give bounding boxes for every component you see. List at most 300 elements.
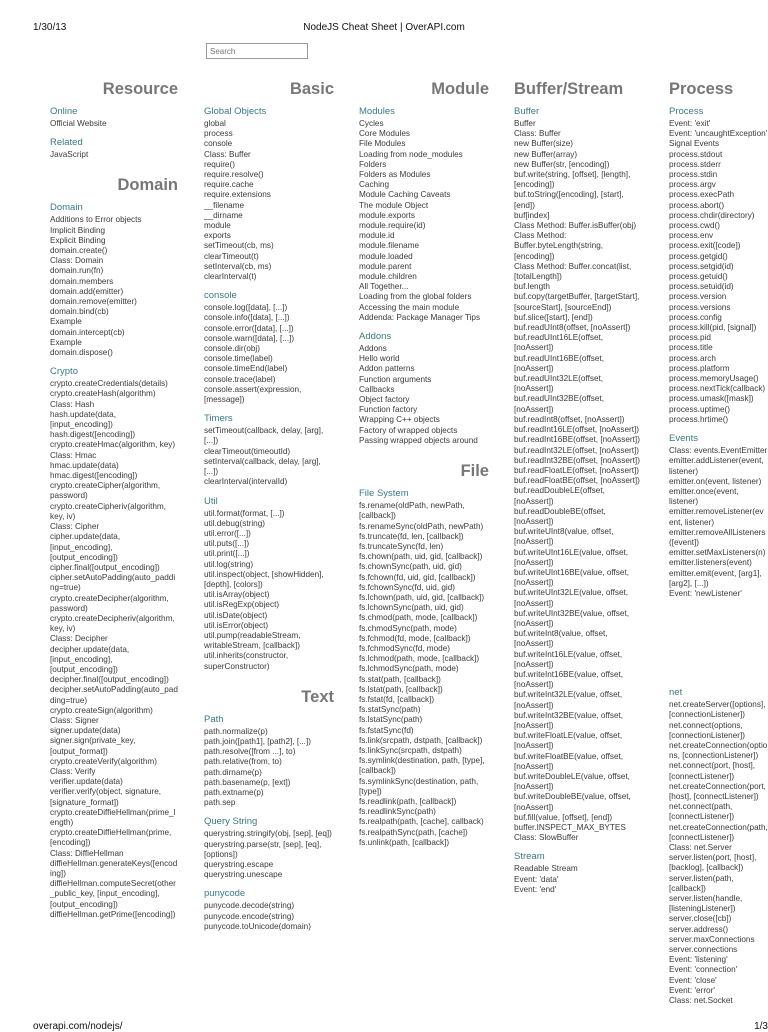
reference-link[interactable]: new Buffer(str, [encoding]) [514,159,610,169]
reference-link[interactable]: server.listen(handle, [listeningListener]) [669,894,743,914]
reference-link[interactable]: console.dir(obj) [204,344,260,354]
reference-link[interactable]: buffer.INSPECT_MAX_BYTES [514,823,626,833]
reference-link[interactable]: punycode.encode(string) [204,911,295,921]
reference-link[interactable]: path.resolve([from ...], to) [204,747,296,757]
reference-link[interactable]: Event: 'error' [669,985,715,995]
reference-link[interactable]: cipher.final([output_encoding]) [50,562,160,572]
reference-link[interactable]: buf.writeFloatLE(value, offset, [noAssert]) [514,731,623,751]
group-title[interactable]: Path [204,713,224,725]
reference-link[interactable]: util.format(format, [...]) [204,508,285,518]
reference-link[interactable]: buf.readDoubleBE(offset, [noAssert]) [514,506,606,526]
reference-link[interactable]: crypto.createDecipher(algorithm, password) [50,593,169,613]
reference-link[interactable]: fs.realpathSync(path, [cache]) [359,827,468,837]
reference-link[interactable]: fs.linkSync(srcpath, dstpath) [359,745,462,755]
reference-link[interactable]: util.isError(object) [204,620,269,630]
reference-link[interactable]: process [204,129,233,139]
reference-link[interactable]: cipher.setAutoPadding(auto_padding=true) [50,573,176,593]
reference-link[interactable]: domain.bind(cb) [50,307,109,317]
reference-link[interactable]: Core Modules [359,129,410,139]
reference-link[interactable]: All Together... [359,282,409,292]
reference-link[interactable]: Cycles [359,119,384,128]
reference-link[interactable]: Class: Decipher [50,634,108,644]
reference-link[interactable]: net.createConnection(options, [connectionListener]) [669,740,768,761]
reference-link[interactable]: buf.readFloatLE(offset, [noAssert]) [514,465,639,475]
reference-link[interactable]: path.sep [204,798,236,808]
reference-link[interactable]: buf.readUInt8(offset, [noAssert]) [514,323,631,333]
reference-link[interactable]: buf.readUInt32BE(offset, [noAssert]) [514,394,604,414]
reference-link[interactable]: clearTimeout(t) [204,251,259,261]
reference-link[interactable]: util.error([...]) [204,528,251,538]
reference-link[interactable]: buf.readUInt16LE(offset, [noAssert]) [514,333,604,353]
reference-link[interactable]: module.id [359,231,395,241]
reference-link[interactable]: process.getgid() [669,251,728,261]
reference-link[interactable]: Class: Signer [50,715,99,725]
reference-link[interactable]: util.log(string) [204,559,254,569]
reference-link[interactable]: crypto.createCipheriv(algorithm, key, iv) [50,501,167,521]
reference-link[interactable]: module.require(id) [359,221,426,231]
reference-link[interactable]: domain.intercept(cb) [50,327,125,337]
reference-link[interactable]: hmac.update(data) [50,460,119,470]
reference-link[interactable]: buf.writeUInt8(value, offset, [noAssert]) [514,527,614,547]
reference-link[interactable]: buf.writeUInt32BE(value, offset, [noAssert]) [514,608,629,628]
reference-link[interactable]: net.connect(options, [connectionListener]) [669,720,746,740]
reference-link[interactable]: process.kill(pid, [signal]) [669,323,757,333]
reference-link[interactable]: fs.stat(path, [callback]) [359,674,441,684]
reference-link[interactable]: module.loaded [359,251,413,261]
reference-link[interactable]: Class: events.EventEmitter [669,446,768,456]
reference-link[interactable]: buf.writeUInt32LE(value, offset, [noAssert]) [514,588,629,608]
reference-link[interactable]: console.trace(label) [204,374,276,384]
reference-link[interactable]: verifier.update(data) [50,777,123,787]
reference-link[interactable]: buf.readInt16BE(offset, [noAssert]) [514,435,640,445]
reference-link[interactable]: fs.unlink(path, [callback]) [359,837,450,847]
reference-link[interactable]: crypto.createDecipheriv(algorithm, key, iv) [50,613,175,634]
reference-link[interactable]: diffieHellman.computeSecret(other_public_key, [input_encoding], [output_encoding]) [50,879,176,909]
reference-link[interactable]: util.inherits(constructor, superConstructor) [204,651,289,671]
reference-link[interactable]: new Buffer(array) [514,149,578,159]
reference-link[interactable]: buf.writeInt16BE(value, offset, [noAssert]) [514,669,624,690]
reference-link[interactable]: Module Caching Caveats [359,190,451,200]
reference-link[interactable]: buf.writeUInt16LE(value, offset, [noAssert]) [514,547,629,567]
reference-link[interactable]: fs.statSync(path) [359,705,421,715]
reference-link[interactable]: domain.create() [50,246,108,256]
reference-link[interactable]: Event: 'end' [514,884,557,894]
reference-link[interactable]: diffieHellman.generateKeys([encoding]) [50,858,178,878]
group-title[interactable]: Stream [514,851,545,863]
reference-link[interactable]: buf.readUInt32LE(offset, [noAssert]) [514,374,604,394]
reference-link[interactable]: fs.lstat(path, [callback]) [359,684,443,694]
section-title-buffer-stream: Buffer/Stream [514,80,624,98]
reference-link[interactable]: fs.lstatSync(path) [359,715,423,725]
reference-link[interactable]: decipher.setAutoPadding(auto_padding=true) [50,685,178,705]
reference-link[interactable]: Event: 'newListener' [669,588,742,598]
reference-link[interactable]: util.puts([...]) [204,539,250,549]
reference-link[interactable]: Addon patterns [359,364,415,374]
reference-link[interactable]: punycode.decode(string) [204,901,295,911]
reference-link[interactable]: process.arch [669,353,716,363]
reference-link[interactable]: domain.run(fn) [50,266,104,276]
reference-link[interactable]: File Modules [359,139,406,149]
reference-link[interactable]: process.argv [669,180,716,190]
reference-link[interactable]: Class: Hash [50,399,95,409]
reference-link[interactable]: crypto.createDiffieHellman(prime, [encoding]) [50,828,172,848]
reference-link[interactable]: decipher.final([output_encoding]) [50,675,169,685]
reference-link[interactable]: emitter.emit(event, [arg1], [arg2], [...]) [669,568,762,588]
reference-link[interactable]: path.extname(p) [204,787,264,797]
reference-link[interactable]: Class: Buffer [204,149,251,159]
reference-link[interactable]: Class: net.Server [669,842,732,852]
reference-link[interactable]: The module Object [359,200,429,210]
reference-link[interactable]: fs.link(srcpath, dstpath, [callback]) [359,735,483,745]
group-title[interactable]: console [204,290,237,302]
reference-link[interactable]: path.dirname(p) [204,767,262,777]
reference-link[interactable]: Hello world [359,354,400,364]
reference-link[interactable]: Loading from node_modules Folders [359,149,463,169]
reference-link[interactable]: fs.rename(oldPath, newPath, [callback]) [359,501,465,521]
reference-link[interactable]: emitter.setMaxListeners(n) [669,548,766,558]
reference-link[interactable]: Event: 'close' [669,975,717,985]
reference-link[interactable]: Signal Events [669,139,720,149]
reference-link[interactable]: server.listen(port, [host], [backlog], [callback]) [669,853,757,873]
reference-link[interactable]: fs.fchmodSync(fd, mode) [359,643,451,653]
reference-link[interactable]: crypto.createHash(algorithm) [50,389,156,399]
group-title[interactable]: net [669,687,683,699]
reference-link[interactable]: process.nextTick(callback) [669,384,766,394]
reference-link[interactable]: Object factory [359,395,410,405]
reference-link[interactable]: crypto.createSign(algorithm) [50,705,153,715]
reference-link[interactable]: Official Website [50,119,107,128]
reference-link[interactable]: setTimeout(callback, delay, [arg], [...]) [204,426,324,446]
reference-link[interactable]: diffieHellman.getPrime([encoding]) [50,909,176,919]
reference-link[interactable]: fs.fchown(fd, uid, gid, [callback]) [359,572,476,582]
reference-link[interactable]: setTimeout(cb, ms) [204,241,274,251]
reference-link[interactable]: fs.chmodSync(path, mode) [359,623,457,633]
reference-link[interactable]: punycode.toUnicode(domain) [204,921,311,931]
reference-link[interactable]: Wrapping C++ objects [359,415,440,425]
reference-link[interactable]: signer.sign(private_key, [output_format]) [50,736,136,756]
reference-link[interactable]: server.address() [669,924,729,934]
reference-link[interactable]: buf.readInt32BE(offset, [noAssert]) [514,455,640,465]
group-title[interactable]: Util [204,495,218,507]
group-title[interactable]: Process [669,106,704,117]
group-title[interactable]: Query String [204,816,258,828]
reference-link[interactable]: hash.update(data, [input_encoding]) [50,409,117,430]
reference-link[interactable]: fs.fchownSync(fd, uid, gid) [359,582,456,592]
section-title-module: Module [431,80,489,98]
reference-link[interactable]: clearInterval(intervalId) [204,477,288,487]
group-title[interactable]: Crypto [50,366,78,378]
reference-link[interactable]: process.env [669,231,714,241]
reference-link[interactable]: __filename [204,200,245,210]
reference-link[interactable]: fs.chown(path, uid, gid, [callback]) [359,552,483,562]
reference-link[interactable]: process.cwd() [669,221,720,231]
reference-link[interactable]: emitter.addListener(event, listener) [669,456,764,476]
reference-link[interactable]: crypto.createCredentials(details) [50,379,168,389]
reference-link[interactable]: util.inspect(object, [showHidden], [depth], [colors]) [204,569,324,589]
group-title[interactable]: Global Objects [204,106,267,117]
reference-link[interactable]: server.connections [669,945,738,955]
reference-link[interactable]: Accessing the main module [359,302,460,312]
reference-link[interactable]: module.children [359,272,417,282]
group-title[interactable]: punycode [204,888,246,900]
reference-link[interactable]: Function factory [359,405,418,415]
reference-link[interactable]: Caching [359,180,390,190]
reference-link[interactable]: util.print([...]) [204,549,250,559]
reference-link[interactable]: buf.writeUInt16BE(value, offset, [noAssert]) [514,567,629,588]
reference-link[interactable]: process.title [669,343,713,353]
reference-link[interactable]: __dirname [204,210,243,220]
reference-link[interactable]: process.abort() [669,200,725,210]
reference-link[interactable]: Folders as Modules [359,170,431,180]
reference-link[interactable]: console.log([data], [...]) [204,303,288,313]
reference-link[interactable]: buf.writeFloatBE(value, offset, [noAssert]) [514,751,624,771]
reference-link[interactable]: global [204,119,226,128]
reference-link[interactable]: Function arguments [359,374,432,384]
reference-link[interactable]: querystring.escape [204,859,274,869]
reference-link[interactable]: Event: 'data' [514,874,559,884]
reference-link[interactable]: process.versions [669,302,731,312]
reference-link[interactable]: util.isDate(object) [204,610,268,620]
reference-link[interactable]: hash.digest([encoding]) [50,430,136,440]
reference-link[interactable]: console.time(label) [204,354,273,364]
reference-link[interactable]: buf.readDoubleLE(offset, [noAssert]) [514,486,605,506]
reference-link[interactable]: domain.dispose() [50,348,113,358]
reference-link[interactable]: module.parent [359,261,412,271]
reference-link[interactable]: util.isRegExp(object) [204,600,280,610]
reference-link[interactable]: querystring.parse(str, [sep], [eq], [options]) [204,839,322,859]
reference-link[interactable]: fs.chownSync(path, uid, gid) [359,562,462,572]
reference-link[interactable]: buf.writeInt32BE(value, offset, [noAssert]) [514,710,624,730]
reference-link[interactable]: console.timeEnd(label) [204,364,288,374]
reference-link[interactable]: crypto.createDiffieHellman(prime_length) [50,807,176,827]
reference-link[interactable]: console [204,139,233,149]
reference-link[interactable]: Event: 'uncaughtException' [669,129,768,139]
reference-link[interactable]: util.isArray(object) [204,590,270,600]
reference-link[interactable]: Event: 'connection' [669,965,738,975]
reference-link[interactable]: fs.lchmod(path, mode, [callback]) [359,654,480,664]
reference-link[interactable]: fs.chmod(path, mode, [callback]) [359,613,478,623]
reference-link[interactable]: module.exports [359,210,415,220]
reference-link[interactable]: decipher.update(data, [input_encoding], [output_encoding]) [50,644,130,674]
reference-link[interactable]: buf.writeInt8(value, offset, [noAssert]) [514,629,608,649]
section-title-resource: Resource [102,80,178,98]
reference-link[interactable]: buf.write(string, [offset], [length], [encoding]) [514,170,631,190]
reference-link[interactable]: crypto.createHmac(algorithm, key) [50,440,176,450]
reference-link[interactable]: net.connect(path, [connectListener]) [669,802,735,822]
reference-link[interactable]: require.resolve() [204,170,264,180]
reference-link[interactable]: process.config [669,312,722,322]
reference-link[interactable]: Event: 'exit' [669,119,711,128]
reference-link[interactable]: exports [204,231,231,241]
group-title[interactable]: Domain [50,202,83,214]
reference-link[interactable]: util.debug(string) [204,518,265,528]
reference-link[interactable]: JavaScript [50,150,89,160]
reference-link[interactable]: fs.lchmodSync(path, mode) [359,664,459,674]
reference-link[interactable]: fs.truncateSync(fd, len) [359,541,444,551]
reference-link[interactable]: process.stdin [669,170,718,180]
reference-link[interactable]: Class: Cipher [50,522,100,532]
reference-link[interactable]: buf.readInt8(offset, [noAssert]) [514,414,625,424]
reference-link[interactable]: fs.symlinkSync(destination, path, [type]) [359,776,479,796]
reference-link[interactable]: net.createConnection(path, [connectListener]) [669,822,768,842]
reference-link[interactable]: emitter.removeAllListeners([event]) [669,527,766,547]
reference-link[interactable]: process.memoryUsage() [669,374,759,384]
reference-link[interactable]: fs.readlinkSync(path) [359,807,436,817]
reference-link[interactable]: path.join([path1], [path2], [...]) [204,736,311,746]
reference-link[interactable]: console.info([data], [...]) [204,313,290,323]
reference-link[interactable]: server.listen(path, [callback]) [669,873,734,893]
reference-link[interactable]: process.version [669,292,727,302]
group-title[interactable]: Buffer [514,106,540,117]
reference-link[interactable]: emitter.listeners(event) [669,558,752,568]
reference-link[interactable]: querystring.unescape [204,870,283,880]
reference-link[interactable]: Example [50,337,82,347]
reference-link[interactable]: process.uptime() [669,404,730,414]
reference-link[interactable]: buf.readUInt16BE(offset, [noAssert]) [514,353,604,373]
reference-link[interactable]: Class Method: Buffer.isBuffer(obj) [514,221,637,231]
reference-link[interactable]: console.warn([data], [...]) [204,333,295,343]
reference-link[interactable]: path.relative(from, to) [204,757,282,767]
reference-link[interactable]: hmac.digest([encoding]) [50,471,138,481]
reference-link[interactable]: server.close([cb]) [669,914,732,924]
reference-link[interactable]: buf.writeDoubleLE(value, offset, [noAssert]) [514,772,630,792]
reference-link[interactable]: path.normalize(p) [204,726,268,736]
reference-link[interactable]: Loading from the global folders [359,292,472,302]
reference-link[interactable]: buf.readFloatBE(offset, [noAssert]) [514,476,640,486]
reference-link[interactable]: process.exit([code]) [669,241,741,251]
reference-link[interactable]: Callbacks [359,384,395,394]
group-title[interactable]: Timers [204,413,233,425]
reference-link[interactable]: require.extensions [204,190,271,200]
reference-link[interactable]: fs.renameSync(oldPath, newPath) [359,521,484,531]
reference-link[interactable]: buf.readInt16LE(offset, [noAssert]) [514,425,640,435]
reference-link[interactable]: Class: Verify [50,766,96,776]
reference-link[interactable]: fs.symlink(destination, path, [type], [callback]) [359,756,485,776]
reference-link[interactable]: fs.lchown(path, uid, gid, [callback]) [359,592,485,602]
reference-link[interactable]: path.basename(p, [ext]) [204,777,291,787]
reference-link[interactable]: module.filename [359,241,420,251]
reference-link[interactable]: domain.members [50,276,114,286]
reference-link[interactable]: net.createConnection(port, [host], [connectListener]) [669,781,766,801]
reference-link[interactable]: process.pid [669,333,711,343]
reference-link[interactable]: new Buffer(size) [514,139,574,149]
reference-link[interactable]: crypto.createCipher(algorithm, password) [50,481,161,501]
reference-link[interactable]: emitter.on(event, listener) [669,476,762,486]
reference-link[interactable]: Readable Stream [514,864,578,874]
reference-link[interactable]: buf.slice([start], [end]) [514,312,593,322]
reference-link[interactable]: Class: Domain [50,256,104,266]
reference-link[interactable]: Event: 'listening' [669,955,728,965]
reference-link[interactable]: cipher.update(data, [input_encoding], [output_encoding]) [50,532,121,562]
reference-link[interactable]: process.platform [669,363,730,373]
reference-link[interactable]: process.hrtime() [669,414,729,424]
reference-link[interactable]: console.assert(expression, [message]) [204,384,302,405]
reference-link[interactable]: Buffer [514,119,536,128]
reference-link[interactable]: buf.writeInt16LE(value, offset, [noAssert]) [514,649,623,669]
group-title[interactable]: Related [50,137,83,149]
reference-link[interactable]: process.stdout [669,149,723,159]
reference-link[interactable]: process.setuid(id) [669,282,734,292]
reference-link[interactable]: Class: DiffieHellman [50,848,124,858]
reference-link[interactable]: setInterval(cb, ms) [204,261,272,271]
search-input[interactable] [206,43,308,59]
reference-link[interactable]: process.setgid(id) [669,261,734,271]
reference-link[interactable]: buf.copy(targetBuffer, [targetStart], [sourceStart], [sourceEnd]) [514,292,640,312]
reference-link[interactable]: Addons [359,344,387,354]
reference-link[interactable]: fs.fstatSync(fd) [359,725,414,735]
reference-link[interactable]: clearInterval(t) [204,272,257,282]
reference-link[interactable]: fs.realpath(path, [cache], callback) [359,817,484,827]
reference-link[interactable]: module [204,221,231,231]
reference-link[interactable]: net.createServer([options], [connectionListener]) [669,700,766,720]
reference-link[interactable]: Class Method: Buffer.concat(list, [totalLength]) [514,261,632,282]
reference-link[interactable]: Class: Buffer [514,129,561,139]
reference-link[interactable]: Factory of wrapped objects [359,425,458,435]
reference-link[interactable]: Class: Hmac [50,450,97,460]
reference-link[interactable]: fs.readlink(path, [callback]) [359,796,457,806]
reference-link[interactable]: process.stderr [669,159,721,169]
reference-link[interactable]: buf.fill(value, [offset], [end]) [514,812,613,822]
reference-link[interactable]: signer.update(data) [50,726,121,736]
reference-link[interactable]: emitter.removeListener(event, listener) [669,507,764,527]
reference-link[interactable]: crypto.createVerify(algorithm) [50,756,157,766]
reference-link[interactable]: Class: SlowBuffer [514,833,579,843]
group-title[interactable]: File System [359,488,409,500]
reference-link[interactable]: buf.writeDoubleBE(value, offset, [noAssert]) [514,792,631,812]
reference-link[interactable]: util.pump(readableStream, writableStream, [callback]) [204,630,301,651]
group-title[interactable]: Addons [359,331,392,343]
reference-link[interactable]: setInterval(callback, delay, [arg], [...]) [204,456,321,477]
reference-link[interactable]: buf.length [514,282,550,292]
reference-link[interactable]: server.maxConnections [669,934,755,944]
reference-link[interactable]: clearTimeout(timeoutId) [204,446,291,456]
reference-link[interactable]: querystring.stringify(obj, [sep], [eq]) [204,829,332,839]
reference-link[interactable]: process.umask([mask]) [669,394,754,404]
reference-link[interactable]: buf[index] [514,210,550,220]
reference-link[interactable]: console.error([data], [...]) [204,323,294,333]
reference-link[interactable]: Class Method: Buffer.byteLength(string, [encoding]) [514,231,604,261]
reference-link[interactable]: Class: net.Socket [669,996,733,1006]
reference-link[interactable]: fs.fstat(fd, [callback]) [359,694,435,704]
reference-link[interactable]: require.cache [204,180,254,190]
reference-link[interactable]: process.getuid() [669,272,728,282]
reference-link[interactable]: Addenda: Package Manager Tips [359,312,481,322]
column-4 [514,78,644,1018]
reference-link[interactable]: buf.readInt32LE(offset, [noAssert]) [514,445,640,455]
reference-link[interactable]: emitter.once(event, listener) [669,486,739,507]
reference-link[interactable]: Additions to Error objects [50,215,142,225]
reference-link[interactable]: domain.add(emitter) [50,286,124,296]
group-title[interactable]: Events [669,433,699,445]
reference-link[interactable]: domain.remove(emitter) [50,297,137,307]
group-title[interactable]: Online [50,106,78,117]
reference-link[interactable]: fs.fchmod(fd, mode, [callback]) [359,633,471,643]
reference-link[interactable]: process.execPath [669,190,735,200]
reference-link[interactable]: require() [204,159,235,169]
reference-link[interactable]: Passing wrapped objects around [359,435,478,445]
reference-link[interactable]: fs.truncate(fd, len, [callback]) [359,531,464,541]
group-title[interactable]: Modules [359,106,395,117]
reference-link[interactable]: Example [50,317,82,327]
reference-link[interactable]: Implicit Binding [50,225,106,235]
reference-link[interactable]: buf.toString([encoding], [start], [end]) [514,190,624,210]
reference-link[interactable]: process.chdir(directory) [669,210,755,220]
reference-link[interactable]: Explicit Binding [50,235,106,245]
reference-link[interactable]: net.connect(port, [host], [connectListener]) [669,761,756,781]
reference-link[interactable]: fs.lchownSync(path, uid, gid) [359,603,464,613]
reference-link[interactable]: verifier.verify(object, signature, [signature_format]) [50,787,162,807]
reference-link[interactable]: buf.writeInt32LE(value, offset, [noAssert]) [514,690,623,710]
